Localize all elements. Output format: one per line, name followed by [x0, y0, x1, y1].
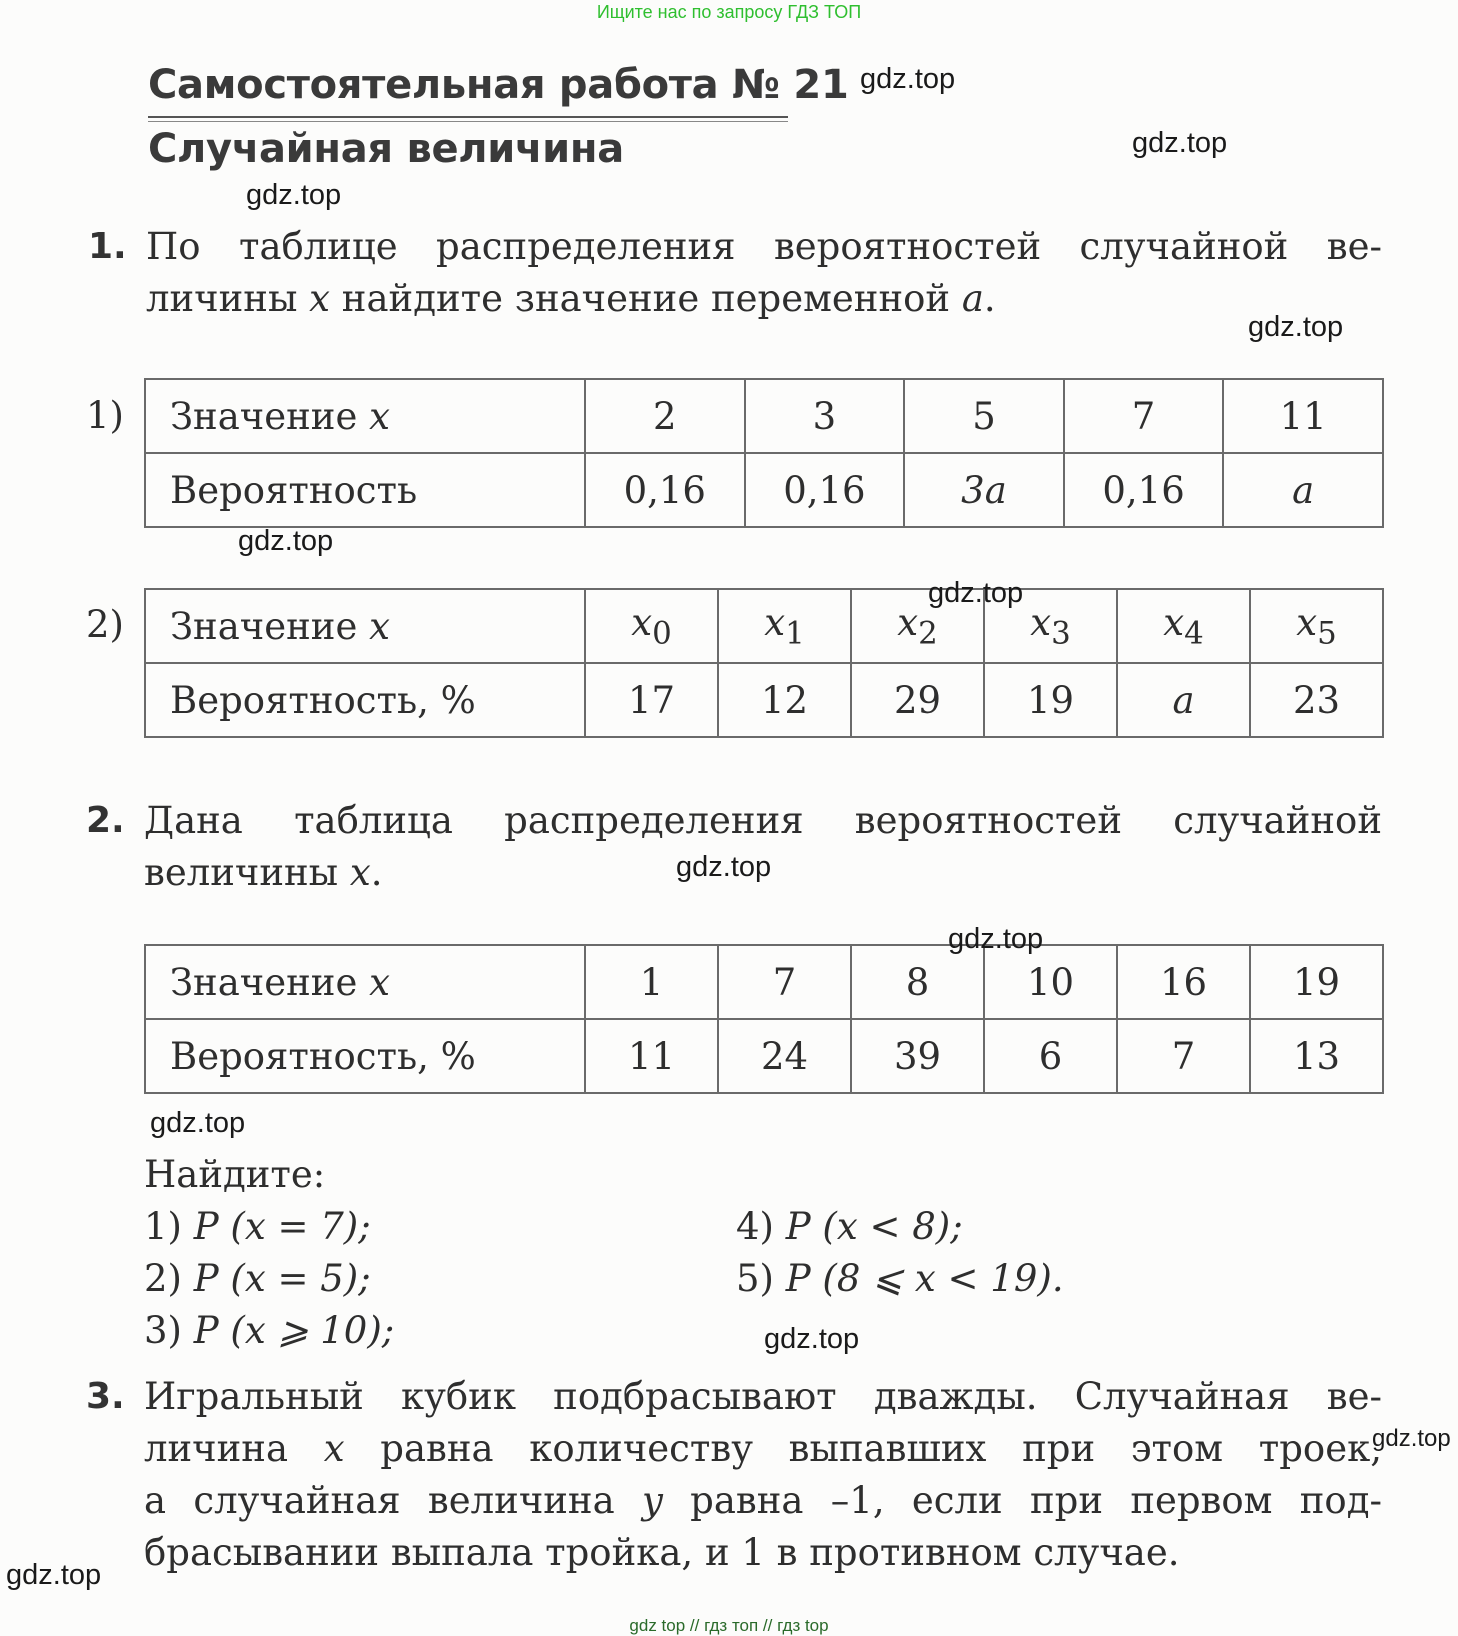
task2-table	[144, 944, 1384, 1094]
watermark: gdz.top	[764, 1323, 860, 1355]
table-cell: a	[1223, 453, 1383, 527]
row-label-probability: Вероятность	[145, 453, 585, 527]
table-cell: 7	[1064, 379, 1224, 453]
table-cell: 16	[1117, 945, 1250, 1019]
title-underline-thin	[148, 121, 788, 122]
table-cell: 23	[1250, 663, 1383, 737]
task1-table2	[144, 588, 1384, 738]
find-item-2: 2) P (x = 5);	[144, 1257, 371, 1300]
watermark: gdz.top	[6, 1559, 102, 1591]
find-item-5: 5) P (8 ⩽ x < 19).	[736, 1257, 1064, 1300]
table-cell: 29	[851, 663, 984, 737]
task3-line2: личина x равна количеству выпавших при этом троек,	[144, 1427, 1382, 1470]
watermark: gdz.top	[1248, 311, 1344, 343]
watermark: gdz.top	[150, 1107, 246, 1139]
var-x: x	[323, 1427, 345, 1470]
table-row	[145, 945, 1383, 1019]
table-cell: 11	[585, 1019, 718, 1093]
row-label-probability: Вероятность, %	[145, 1019, 585, 1093]
watermark: gdz.top	[246, 179, 342, 211]
task3-line3: а случайная величина y равна –1, если при первом под-	[144, 1479, 1382, 1522]
table-row	[145, 1019, 1383, 1093]
watermark: gdz.top	[238, 525, 334, 557]
table-cell: a	[1117, 663, 1250, 737]
table-cell: 0,16	[585, 453, 745, 527]
find-item-3: 3) P (x ⩾ 10);	[144, 1309, 395, 1352]
table-cell: $x_1$	[718, 589, 851, 663]
table-cell: $x_4$	[1117, 589, 1250, 663]
watermark: gdz.top	[1372, 1425, 1451, 1452]
table-cell: 1	[585, 945, 718, 1019]
row-label-value: Значение x	[145, 945, 585, 1019]
table-cell: 2	[585, 379, 745, 453]
find-item-1: 1) P (x = 7);	[144, 1205, 371, 1248]
watermark: gdz.top	[676, 851, 772, 883]
table-cell: 0,16	[745, 453, 905, 527]
page-subtitle: Случайная величина	[148, 126, 624, 172]
var-a: a	[961, 277, 984, 320]
watermark: gdz.top	[1132, 127, 1228, 159]
table-cell: 5	[904, 379, 1064, 453]
page-title: Самостоятельная работа № 21	[148, 62, 849, 108]
var-y: y	[641, 1479, 663, 1522]
table-cell: 3	[745, 379, 905, 453]
table-cell: 0,16	[1064, 453, 1224, 527]
table-row	[145, 663, 1383, 737]
top-banner[interactable]: Ищите нас по запросу ГДЗ ТОП	[596, 2, 862, 22]
var-x: x	[309, 277, 331, 320]
task3-number: 3.	[86, 1376, 125, 1417]
task1-text-line1: По таблице распределения вероятностей случайной ве-	[146, 225, 1382, 268]
table-cell: 39	[851, 1019, 984, 1093]
task2-text-line1: Дана таблица распределения вероятностей случайной	[144, 799, 1382, 842]
watermark: gdz.top	[860, 63, 956, 95]
table-cell: $x_5$	[1250, 589, 1383, 663]
task3-line1: Игральный кубик подбрасывают дважды. Случайная ве-	[144, 1375, 1382, 1418]
table-cell: 12	[718, 663, 851, 737]
table-cell: 17	[585, 663, 718, 737]
table-row	[145, 589, 1383, 663]
table-cell: 8	[851, 945, 984, 1019]
table-cell: 10	[984, 945, 1117, 1019]
table-cell: $x_2$	[851, 589, 984, 663]
watermark: gdz.top	[928, 577, 1024, 609]
table-cell: 19	[1250, 945, 1383, 1019]
var-x: x	[349, 851, 371, 894]
task2-number: 2.	[86, 800, 125, 841]
table-cell: 13	[1250, 1019, 1383, 1093]
title-underline	[148, 116, 788, 118]
table-cell: $x_0$	[585, 589, 718, 663]
find-item-4: 4) P (x < 8);	[736, 1205, 963, 1248]
watermark: gdz.top	[948, 923, 1044, 955]
table-cell: 11	[1223, 379, 1383, 453]
row-label-value: Значение x	[145, 589, 585, 663]
table-cell: 6	[984, 1019, 1117, 1093]
task1-number: 1.	[88, 226, 127, 267]
task1-text-line2: личины x найдите значение переменной a.	[146, 277, 996, 320]
row-label-value: Значение x	[145, 379, 585, 453]
row-label-probability: Вероятность, %	[145, 663, 585, 737]
table-cell: $x_3$	[984, 589, 1117, 663]
table-cell: 3a	[904, 453, 1064, 527]
task2-text-line2: величины x.	[144, 851, 383, 894]
find-label: Найдите:	[144, 1153, 326, 1196]
task3-line4: брасывании выпала тройка, и 1 в противном случае.	[144, 1531, 1180, 1574]
task1-sub2-label: 2)	[86, 603, 124, 646]
table-cell: 24	[718, 1019, 851, 1093]
bottom-banner[interactable]: gdz top // гдз топ // гдз top	[629, 1616, 829, 1635]
table-cell: 19	[984, 663, 1117, 737]
table-row	[145, 379, 1383, 453]
table-cell: 7	[718, 945, 851, 1019]
task1-sub1-label: 1)	[86, 394, 124, 437]
task1-table1	[144, 378, 1384, 528]
table-cell: 7	[1117, 1019, 1250, 1093]
table-row	[145, 453, 1383, 527]
